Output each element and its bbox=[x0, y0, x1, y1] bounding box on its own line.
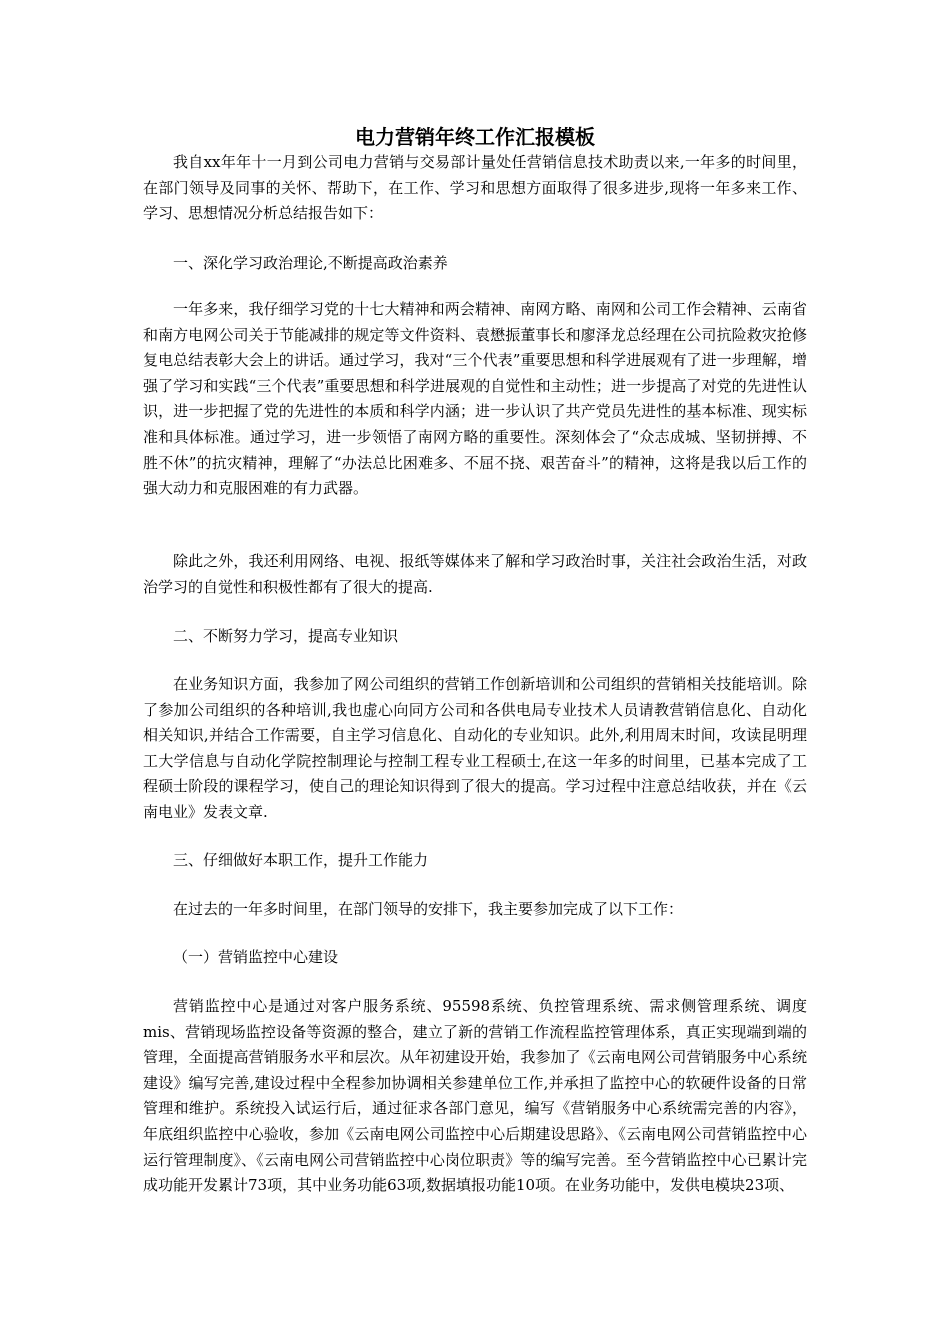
subsection-heading-1: （一）营销监控中心建设 bbox=[173, 948, 339, 966]
section-3-paragraph-1: 在过去的一年多时间里，在部门领导的安排下，我主要参加完成了以下工作： bbox=[173, 900, 684, 918]
section-2-paragraph-1: 在业务知识方面，我参加了网公司组织的营销工作创新培训和公司组织的营销相关技能培训。除了参加公司组织的各种培训,我也虚心向同方公司和各供电局专业技术人员请教营销信息化、自动化相关知识,并结合工作需要，自主学习信息化、自动化的专业知识。此外,利用周末时间，攻读昆明理工大学信息与自动化学院控制理论与控制工程专业工程硕士,在这一年多的时间里，已基本完成了工程硕士阶段的课程学习，使自己的理论知识得到了很大的提高。学习过程中注意总结收获，并在《云南电业》发表文章. bbox=[143, 675, 807, 821]
section-heading-3: 三、仔细做好本职工作，提升工作能力 bbox=[173, 851, 429, 869]
section-1-paragraph-2: 除此之外，我还利用网络、电视、报纸等媒体来了解和学习政治时事，关注社会政治生活，对政治学习的自觉性和积极性都有了很大的提高. bbox=[143, 552, 807, 596]
section-heading-2: 二、不断努力学习，提高专业知识 bbox=[173, 627, 399, 645]
intro-paragraph: 我自xx年年十一月到公司电力营销与交易部计量处任营销信息技术助责以来,一年多的时间里，在部门领导及同事的关怀、帮助下，在工作、学习和思想方面取得了很多进步,现将一年多来工作、学习、思想情况分析总结报告如下： bbox=[143, 153, 807, 223]
section-heading-1: 一、深化学习政治理论,不断提高政治素养 bbox=[173, 254, 448, 272]
document-title: 电力营销年终工作汇报模板 bbox=[355, 125, 595, 149]
section-1-paragraph-1: 一年多来，我仔细学习党的十七大精神和两会精神、南网方略、南网和公司工作会精神、云南省和南方电网公司关于节能减排的规定等文件资料、袁懋振董事长和廖泽龙总经理在公司抗险救灾抢修复电总结表彰大会上的讲话。通过学习，我对“三个代表”重要思想和科学进展观有了进一步理解，增强了学习和实践“三个代表”重要思想和科学进展观的自觉性和主动性；进一步提高了对党的先进性认识，进一步把握了党的先进性的本质和科学内涵；进一步认识了共产党员先进性的基本标准、现实标准和具体标准。通过学习，进一步领悟了南网方略的重要性。深刻体会了“众志成城、坚韧拼搏、不胜不休”的抗灾精神，理解了“办法总比困难多、不屈不挠、艰苦奋斗”的精神，这将是我以后工作的强大动力和克服困难的有力武器。 bbox=[143, 300, 807, 498]
subsection-1-paragraph-1: 营销监控中心是通过对客户服务系统、95598系统、负控管理系统、需求侧管理系统、调度mis、营销现场监控设备等资源的整合，建立了新的营销工作流程监控管理体系，真正实现端到端的管理，全面提高营销服务水平和层次。从年初建设开始，我参加了《云南电网公司营销服务中心系统建设》编写完善,建设过程中全程参加协调相关参建单位工作,并承担了监控中心的软硬件设备的日常管理和维护。系统投入试运行后，通过征求各部门意见，编写《营销服务中心系统需完善的内容》，年底组织监控中心验收，参加《云南电网公司监控中心后期建设思路》、《云南电网公司营销监控中心运行管理制度》、《云南电网公司营销监控中心岗位职责》等的编写完善。至今营销监控中心已累计完成功能开发累计73项，其中业务功能63项,数据填报功能10项。在业务功能中，发供电模块23项、 bbox=[143, 997, 807, 1195]
